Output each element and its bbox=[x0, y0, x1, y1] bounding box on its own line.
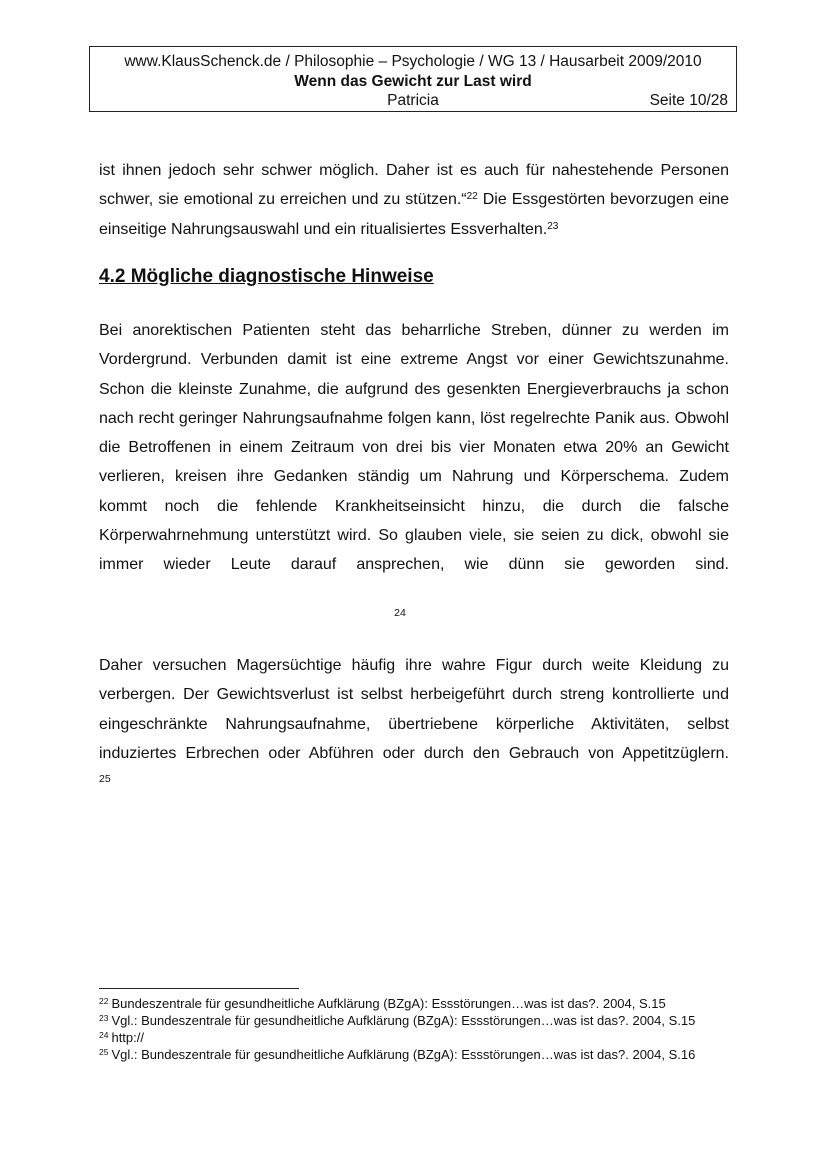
section-heading: 4.2 Mögliche diagnostische Hinweise bbox=[99, 266, 434, 287]
footnotes bbox=[99, 995, 719, 1063]
footnote-22: $^{22}$ Bundeszentrale für gesundheitliche Aufklärung (BZgA): Essstörungen…was ist das?. 2004, S.15 bbox=[99, 996, 666, 1011]
footnote-24: $^{24}$ http:// bbox=[99, 1030, 144, 1045]
intro-text-2: Die Essgestörten bevorzugen eine einseitige Nahrungsauswahl und ein ritualisiertes Essverhalten. bbox=[99, 191, 729, 238]
header-site-line: www.KlausSchenck.de / Philosophie – Psychologie / WG 13 / Hausarbeit 2009/2010 bbox=[124, 53, 702, 70]
header-title: Wenn das Gewicht zur Last wird bbox=[294, 73, 532, 90]
footnote-ref-22: 22 bbox=[466, 191, 478, 203]
intro-text-1: ist ihnen jedoch sehr schwer möglich. Daher ist es auch für nahestehende Personen schwer, sie emotional zu erreichen und zu stützen.“ bbox=[99, 162, 729, 209]
footnote-divider bbox=[99, 988, 299, 989]
page-header bbox=[89, 46, 737, 112]
header-page-number: Seite 10/28 bbox=[649, 92, 728, 109]
footnote-25: $^{25}$ Vgl.: Bundeszentrale für gesundheitliche Aufklärung (BZgA): Essstörungen…was ist das?. 2004, S.16 bbox=[99, 1047, 696, 1062]
body-paragraph-2: Daher versuchen Magersüchtige häufig ihre wahre Figur durch weite Kleidung zu verbergen. Der Gewichtsverlust ist selbst herbeigeführt durch streng kontrollierte und eingeschränkte Nahrungsaufnahme, übertriebene körperliche Aktivitäten, selbst induziertes Erbrechen oder Abführen oder durch den Gebrauch von Appetitzüglern. bbox=[99, 657, 729, 762]
footnote-marker-24: 24 bbox=[394, 607, 406, 619]
header-author: Patricia bbox=[387, 92, 439, 109]
footnote-marker-25: 25 bbox=[99, 773, 111, 785]
footnote-23: $^{23}$ Vgl.: Bundeszentrale für gesundheitliche Aufklärung (BZgA): Essstörungen…was ist das?. 2004, S.15 bbox=[99, 1013, 696, 1028]
intro-paragraph bbox=[99, 156, 729, 244]
footnote-ref-23: 23 bbox=[547, 220, 559, 232]
body-paragraph-1: Bei anorektischen Patienten steht das beharrliche Streben, dünner zu werden im Vordergrund. Verbunden damit ist eine extreme Angst vor einer Gewichtszunahme. Schon die kleinste Zunahme, die aufgrund des gesenkten Energieverbrauchs ja schon nach recht geringer Nahrungsaufnahme folgen kann, löst regelrechte Panik aus. Obwohl die Betroffenen in einem Zeitraum von drei bis vier Monaten etwa 20% an Gewicht verlieren, kreisen ihre Gedanken ständig um Nahrung und Körperschema. Zudem kommt noch die fehlende Krankheitseinsicht hinzu, die durch die falsche Körperwahrnehmung unterstützt wird. So glauben viele, sie seien zu dick, obwohl sie immer wieder Leute darauf ansprechen, wie dünn sie geworden sind. bbox=[99, 322, 729, 574]
